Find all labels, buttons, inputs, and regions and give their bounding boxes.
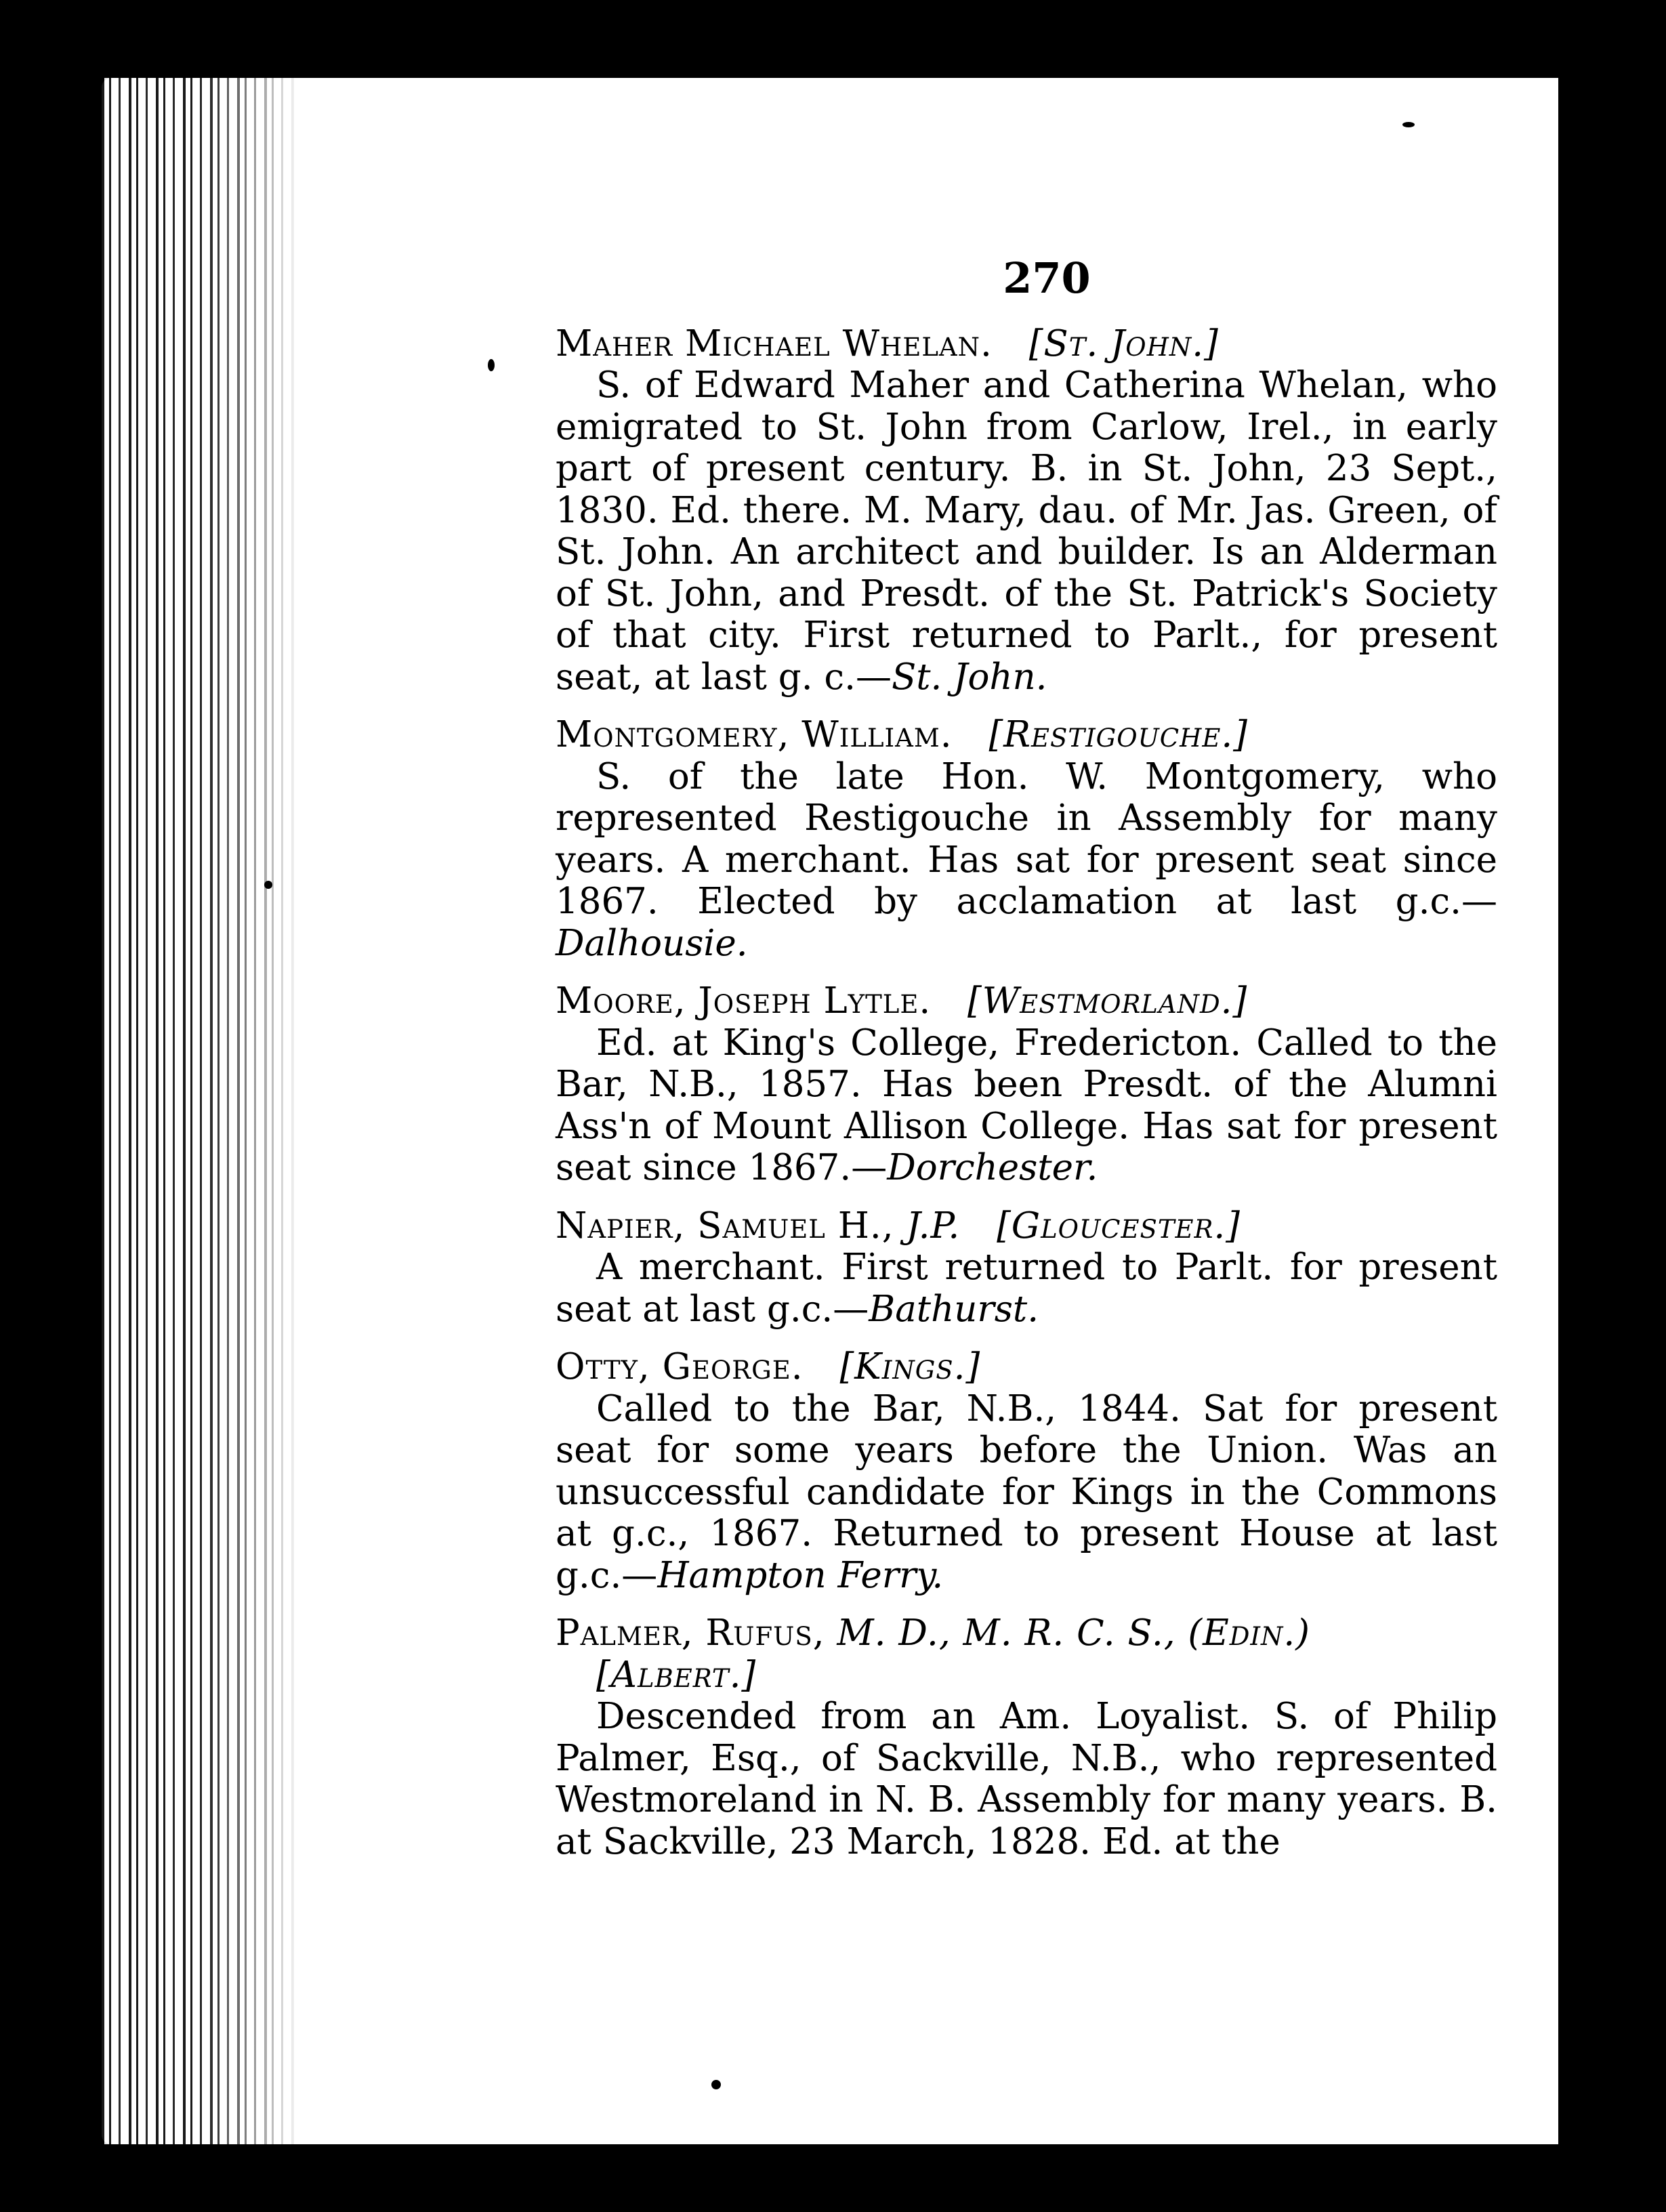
entry: [556, 1612, 1497, 1862]
member-name: Palmer, Rufus,: [556, 1612, 825, 1654]
constituency: [Westmorland.]: [967, 980, 1248, 1022]
residence: Hampton Ferry.: [657, 1554, 944, 1596]
constituency: [Gloucester.]: [997, 1205, 1241, 1247]
entry-heading: [556, 323, 1497, 365]
entry-text: Descended from an Am. Loyalist. S. of Philip Palmer, Esq., of Sackville, N.B., who represented Westmoreland in N. B. Assembly for many years. B. at Sackville, 23 March, 1828. Ed. at the: [556, 1696, 1497, 1862]
constituency: [Albert.]: [596, 1654, 757, 1696]
constituency: [Kings.]: [839, 1346, 981, 1387]
entry-heading: [556, 714, 1497, 756]
member-name: Otty, George.: [556, 1346, 804, 1387]
entry: [556, 714, 1497, 964]
entry-heading: [556, 1612, 1497, 1696]
entry-text: Ed. at King's College, Fredericton. Called to the Bar, N.B., 1857. Has been Presdt. of the Alumni Ass'n of Mount Allison College. Has sat for present seat since 1867.—Dorchester.: [556, 1022, 1497, 1188]
constituency: [St. John.]: [1028, 322, 1219, 364]
constituency: [Restigouche.]: [988, 714, 1248, 755]
right-margin-shadow: [1558, 78, 1666, 2144]
entry: [556, 1346, 1497, 1596]
member-qualifications: M. D., M. R. C. S., (Edin.): [837, 1612, 1310, 1654]
member-name: Maher Michael Whelan.: [556, 322, 993, 364]
entry-text: S. of the late Hon. W. Montgomery, who represented Restigouche in Assembly for many years. A merchant. Has sat for present seat since 1867. Elected by acclamation at last g.c.—Dalhousie.: [556, 755, 1497, 964]
residence: St. John.: [891, 656, 1047, 698]
entry-heading: [556, 1346, 1497, 1388]
entry: [556, 980, 1497, 1189]
member-name: Montgomery, William.: [556, 714, 953, 755]
entry-text: S. of Edward Maher and Catherina Whelan, who emigrated to St. John from Carlow, Irel., in early part of present century. B. in St. John, 23 Sept., 1830. Ed. there. M. Mary, dau. of Mr. Jas. Green, of St. John. An architect and builder. Is an Alderman of St. John, and Presdt. of the St. Patrick's Society of that city. First returned to Parlt., for present seat, at last g. c.—St. John.: [556, 364, 1497, 698]
entry-text: Called to the Bar, N.B., 1844. Sat for present seat for some years before the Union. Was an unsuccessful candidate for Kings in the Commons at g.c., 1867. Returned to present House at last g.c.—Hampton Ferry.: [556, 1387, 1497, 1596]
text-column: [556, 253, 1497, 1879]
residence: Dalhousie.: [556, 922, 748, 964]
entry: [556, 323, 1497, 698]
entry: [556, 1205, 1497, 1331]
entry-text: A merchant. First returned to Parlt. for present seat at last g.c.—Bathurst.: [556, 1247, 1497, 1330]
residence: Bathurst.: [869, 1288, 1039, 1330]
entry-heading: [556, 980, 1497, 1022]
member-name: Moore, Joseph Lytle.: [556, 980, 932, 1022]
member-qualifications: J.P.: [906, 1205, 961, 1247]
entry-heading: [556, 1205, 1497, 1247]
member-name: Napier, Samuel H.,: [556, 1205, 894, 1247]
page-number: 270: [1003, 253, 1091, 303]
residence: Dorchester.: [887, 1147, 1098, 1188]
